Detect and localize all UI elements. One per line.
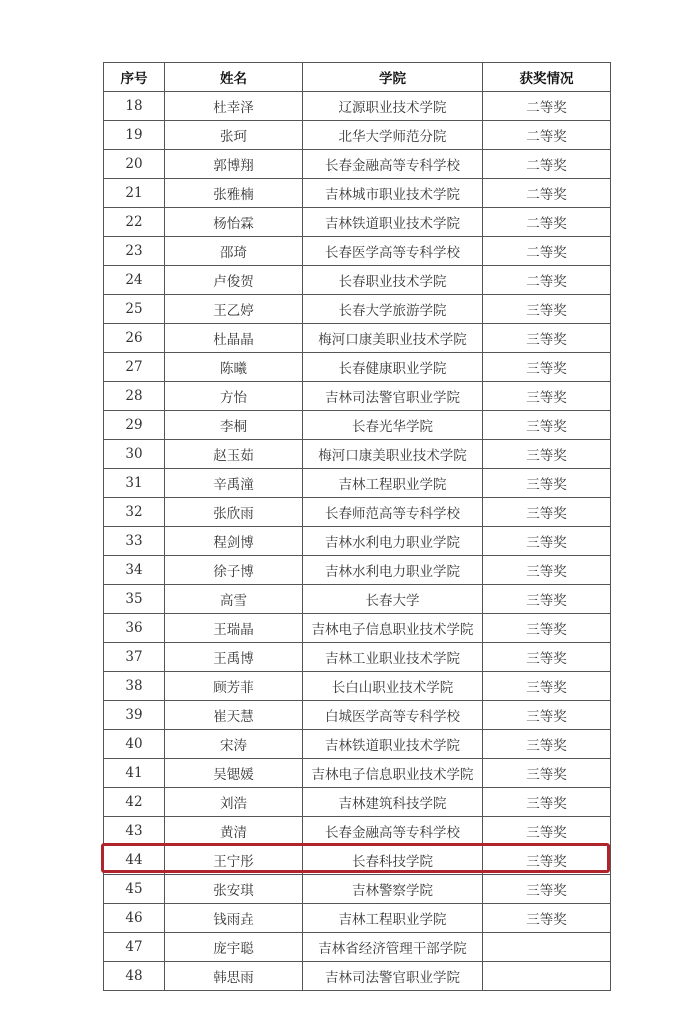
cell-award: 三等奖 (483, 440, 611, 469)
cell-no: 39 (104, 701, 165, 730)
cell-school: 吉林司法警官职业学院 (303, 962, 483, 991)
cell-name: 卢俊贺 (165, 266, 303, 295)
cell-award: 三等奖 (483, 759, 611, 788)
cell-award: 三等奖 (483, 846, 611, 875)
cell-school: 长春金融高等专科学校 (303, 150, 483, 179)
cell-award: 二等奖 (483, 179, 611, 208)
cell-school: 梅河口康美职业技术学院 (303, 324, 483, 353)
table-row (104, 469, 611, 498)
table-row (104, 933, 611, 962)
cell-no: 47 (104, 933, 165, 962)
cell-school: 长春医学高等专科学校 (303, 237, 483, 266)
cell-school: 吉林工业职业技术学院 (303, 643, 483, 672)
cell-school: 吉林电子信息职业技术学院 (303, 614, 483, 643)
header-row (104, 63, 611, 92)
cell-school: 吉林警察学院 (303, 875, 483, 904)
cell-no: 28 (104, 382, 165, 411)
cell-school: 长春光华学院 (303, 411, 483, 440)
cell-school: 吉林工程职业学院 (303, 469, 483, 498)
cell-award: 二等奖 (483, 266, 611, 295)
cell-award: 三等奖 (483, 411, 611, 440)
cell-no: 46 (104, 904, 165, 933)
cell-award: 三等奖 (483, 643, 611, 672)
cell-no: 22 (104, 208, 165, 237)
cell-name: 王乙婷 (165, 295, 303, 324)
cell-award: 三等奖 (483, 730, 611, 759)
table-row (104, 875, 611, 904)
table-row (104, 759, 611, 788)
cell-name: 韩思雨 (165, 962, 303, 991)
cell-name: 程剑博 (165, 527, 303, 556)
cell-name: 李桐 (165, 411, 303, 440)
cell-no: 48 (104, 962, 165, 991)
cell-school: 长春大学旅游学院 (303, 295, 483, 324)
cell-no: 36 (104, 614, 165, 643)
cell-award (483, 933, 611, 962)
table-row (104, 701, 611, 730)
table-row (104, 904, 611, 933)
cell-award: 三等奖 (483, 469, 611, 498)
cell-no: 31 (104, 469, 165, 498)
header-school: 学院 (303, 63, 483, 92)
cell-award: 三等奖 (483, 382, 611, 411)
cell-no: 41 (104, 759, 165, 788)
cell-award: 三等奖 (483, 585, 611, 614)
cell-no: 18 (104, 92, 165, 121)
cell-award: 二等奖 (483, 92, 611, 121)
table-row (104, 382, 611, 411)
table-row (104, 730, 611, 759)
cell-name: 杨怡霖 (165, 208, 303, 237)
cell-school: 长春科技学院 (303, 846, 483, 875)
cell-school: 吉林建筑科技学院 (303, 788, 483, 817)
cell-name: 吴锶媛 (165, 759, 303, 788)
cell-award: 三等奖 (483, 817, 611, 846)
cell-no: 44 (104, 846, 165, 875)
cell-name: 王宁彤 (165, 846, 303, 875)
cell-school: 长白山职业技术学院 (303, 672, 483, 701)
table-row (104, 846, 611, 875)
table-row (104, 962, 611, 991)
header-no: 序号 (104, 63, 165, 92)
cell-school: 辽源职业技术学院 (303, 92, 483, 121)
table-row (104, 295, 611, 324)
cell-name: 刘浩 (165, 788, 303, 817)
table-row (104, 121, 611, 150)
cell-name: 徐子博 (165, 556, 303, 585)
cell-name: 邵琦 (165, 237, 303, 266)
cell-no: 37 (104, 643, 165, 672)
cell-name: 张珂 (165, 121, 303, 150)
table-row (104, 440, 611, 469)
table-row (104, 643, 611, 672)
table-row (104, 672, 611, 701)
cell-no: 40 (104, 730, 165, 759)
cell-award: 二等奖 (483, 237, 611, 266)
cell-award: 三等奖 (483, 701, 611, 730)
cell-school: 长春师范高等专科学校 (303, 498, 483, 527)
header-name: 姓名 (165, 63, 303, 92)
cell-award (483, 962, 611, 991)
cell-award: 二等奖 (483, 150, 611, 179)
cell-name: 崔天慧 (165, 701, 303, 730)
cell-no: 38 (104, 672, 165, 701)
cell-school: 长春金融高等专科学校 (303, 817, 483, 846)
cell-award: 三等奖 (483, 904, 611, 933)
cell-name: 黄清 (165, 817, 303, 846)
cell-name: 顾芳菲 (165, 672, 303, 701)
table-row (104, 237, 611, 266)
cell-school: 梅河口康美职业技术学院 (303, 440, 483, 469)
awards-table (103, 62, 611, 991)
cell-school: 吉林司法警官职业学院 (303, 382, 483, 411)
table-row (104, 411, 611, 440)
cell-school: 长春健康职业学院 (303, 353, 483, 382)
table-row (104, 585, 611, 614)
cell-award: 二等奖 (483, 121, 611, 150)
cell-name: 赵玉茹 (165, 440, 303, 469)
cell-award: 三等奖 (483, 788, 611, 817)
cell-no: 19 (104, 121, 165, 150)
table-row (104, 817, 611, 846)
cell-school: 吉林电子信息职业技术学院 (303, 759, 483, 788)
cell-name: 宋涛 (165, 730, 303, 759)
cell-no: 20 (104, 150, 165, 179)
cell-award: 三等奖 (483, 614, 611, 643)
cell-school: 长春大学 (303, 585, 483, 614)
cell-no: 30 (104, 440, 165, 469)
cell-no: 34 (104, 556, 165, 585)
cell-no: 32 (104, 498, 165, 527)
cell-name: 杜幸泽 (165, 92, 303, 121)
cell-school: 长春职业技术学院 (303, 266, 483, 295)
cell-no: 45 (104, 875, 165, 904)
cell-name: 钱雨垚 (165, 904, 303, 933)
table-row (104, 324, 611, 353)
cell-no: 23 (104, 237, 165, 266)
cell-name: 庞宇聪 (165, 933, 303, 962)
cell-no: 25 (104, 295, 165, 324)
table-row (104, 498, 611, 527)
cell-school: 吉林水利电力职业学院 (303, 556, 483, 585)
cell-school: 吉林水利电力职业学院 (303, 527, 483, 556)
cell-name: 张欣雨 (165, 498, 303, 527)
cell-name: 辛禹潼 (165, 469, 303, 498)
cell-award: 三等奖 (483, 498, 611, 527)
cell-school: 吉林铁道职业技术学院 (303, 208, 483, 237)
table-row (104, 208, 611, 237)
cell-school: 吉林城市职业技术学院 (303, 179, 483, 208)
cell-school: 吉林工程职业学院 (303, 904, 483, 933)
cell-no: 21 (104, 179, 165, 208)
cell-award: 三等奖 (483, 324, 611, 353)
cell-name: 王禹博 (165, 643, 303, 672)
cell-no: 42 (104, 788, 165, 817)
cell-award: 三等奖 (483, 353, 611, 382)
table-row (104, 179, 611, 208)
table-row (104, 92, 611, 121)
table-row (104, 150, 611, 179)
header-award: 获奖情况 (483, 63, 611, 92)
cell-no: 29 (104, 411, 165, 440)
cell-award: 三等奖 (483, 672, 611, 701)
cell-no: 26 (104, 324, 165, 353)
cell-award: 三等奖 (483, 556, 611, 585)
table-row (104, 614, 611, 643)
cell-name: 高雪 (165, 585, 303, 614)
cell-school: 吉林铁道职业技术学院 (303, 730, 483, 759)
cell-award: 三等奖 (483, 875, 611, 904)
table-header (104, 63, 611, 92)
cell-no: 27 (104, 353, 165, 382)
table-row (104, 353, 611, 382)
cell-school: 白城医学高等专科学校 (303, 701, 483, 730)
cell-no: 43 (104, 817, 165, 846)
cell-name: 陈曦 (165, 353, 303, 382)
cell-award: 三等奖 (483, 527, 611, 556)
cell-school: 吉林省经济管理干部学院 (303, 933, 483, 962)
table-row (104, 527, 611, 556)
cell-no: 24 (104, 266, 165, 295)
table-row (104, 556, 611, 585)
cell-name: 郭博翔 (165, 150, 303, 179)
cell-award: 三等奖 (483, 295, 611, 324)
cell-name: 王瑞晶 (165, 614, 303, 643)
cell-award: 二等奖 (483, 208, 611, 237)
cell-no: 33 (104, 527, 165, 556)
table-body (104, 92, 611, 991)
cell-name: 张安琪 (165, 875, 303, 904)
cell-name: 张雅楠 (165, 179, 303, 208)
cell-school: 北华大学师范分院 (303, 121, 483, 150)
table-row (104, 788, 611, 817)
cell-name: 方怡 (165, 382, 303, 411)
cell-name: 杜晶晶 (165, 324, 303, 353)
table-row (104, 266, 611, 295)
cell-no: 35 (104, 585, 165, 614)
